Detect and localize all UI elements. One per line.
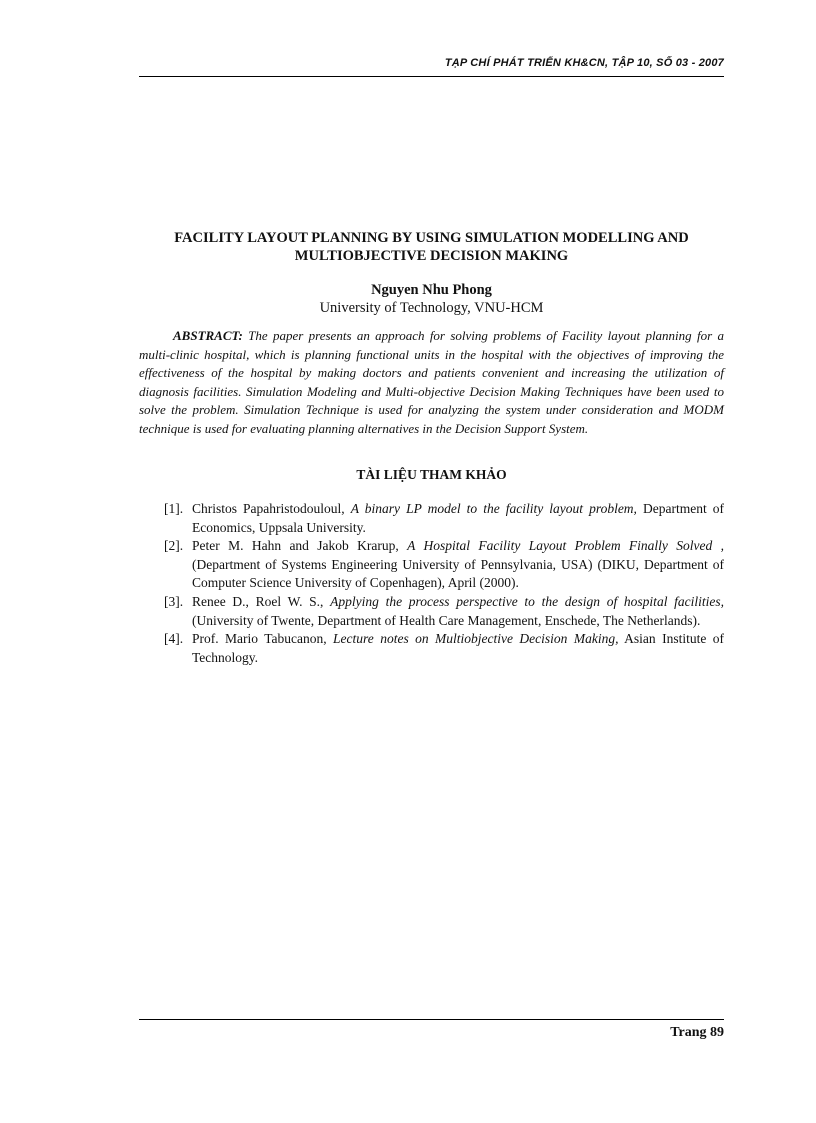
reference-title: Lecture notes on Multiobjective Decision Making, — [333, 631, 619, 647]
reference-title: A binary LP model to the facility layout problem, — [350, 501, 637, 516]
reference-item — [164, 537, 724, 593]
paper-title — [139, 229, 724, 265]
reference-authors: Peter M. Hahn and Jakob Krarup, — [192, 538, 399, 554]
reference-item — [164, 630, 724, 667]
reference-details: (University of Twente, Department of Health Care Management, Enschede, The Netherlands). — [192, 612, 701, 628]
reference-title: A Hospital Facility Layout Problem Finally Solved , — [407, 538, 725, 554]
reference-item — [164, 593, 724, 630]
reference-list — [164, 500, 724, 667]
author-affiliation: University of Technology, VNU-HCM — [319, 300, 544, 316]
header-rule — [139, 76, 724, 77]
abstract-label: ABSTRACT: — [173, 328, 243, 343]
abstract — [139, 327, 724, 439]
title-line-2: MULTIOBJECTIVE DECISION MAKING — [294, 248, 569, 264]
page-number: Trang 89 — [670, 1025, 724, 1040]
reference-number: [4]. — [164, 631, 184, 647]
title-line-1: FACILITY LAYOUT PLANNING BY USING SIMULATION MODELLING AND — [174, 230, 689, 246]
reference-authors: Renee D., Roel W. S., — [192, 593, 324, 609]
reference-item — [164, 500, 724, 537]
reference-details: (Department of Systems Engineering University of Pennsylvania, USA) (DIKU, Department of Computer Science University of Copenhagen), April (2000). — [192, 556, 724, 591]
reference-authors: Christos Papahristodouloul, — [192, 501, 345, 516]
abstract-text: The paper presents an approach for solving problems of Facility layout planning for a multi-clinic hospital, which is planning functional units in the hospital with the objectives of improving the effectiveness of the hospital by making doctors and patients convenient and increasing the utilization of diagnosis facilities. Simulation Modeling and Multi-objective Decision Making Techniques have been used to solve the problem. Simulation Technique is used for analyzing the system under consideration and MODM technique is used for evaluating planning alternatives in the Decision Support System. — [139, 328, 724, 436]
references-heading: TÀI LIỆU THAM KHẢO — [356, 467, 507, 482]
reference-title: Applying the process perspective to the design of hospital facilities, — [330, 593, 725, 609]
reference-number: [3]. — [164, 593, 184, 609]
reference-number: [2]. — [164, 538, 184, 554]
footer-rule — [139, 1019, 724, 1020]
journal-header: TẠP CHÍ PHÁT TRIỂN KH&CN, TẬP 10, SỐ 03 - 2007 — [444, 57, 724, 69]
reference-number: [1]. — [164, 501, 184, 516]
reference-details: Department of Economics, Uppsala University. — [192, 501, 724, 535]
author-name: Nguyen Nhu Phong — [371, 282, 492, 298]
reference-details: Asian Institute of Technology. — [192, 631, 724, 665]
reference-authors: Prof. Mario Tabucanon, — [192, 631, 327, 647]
